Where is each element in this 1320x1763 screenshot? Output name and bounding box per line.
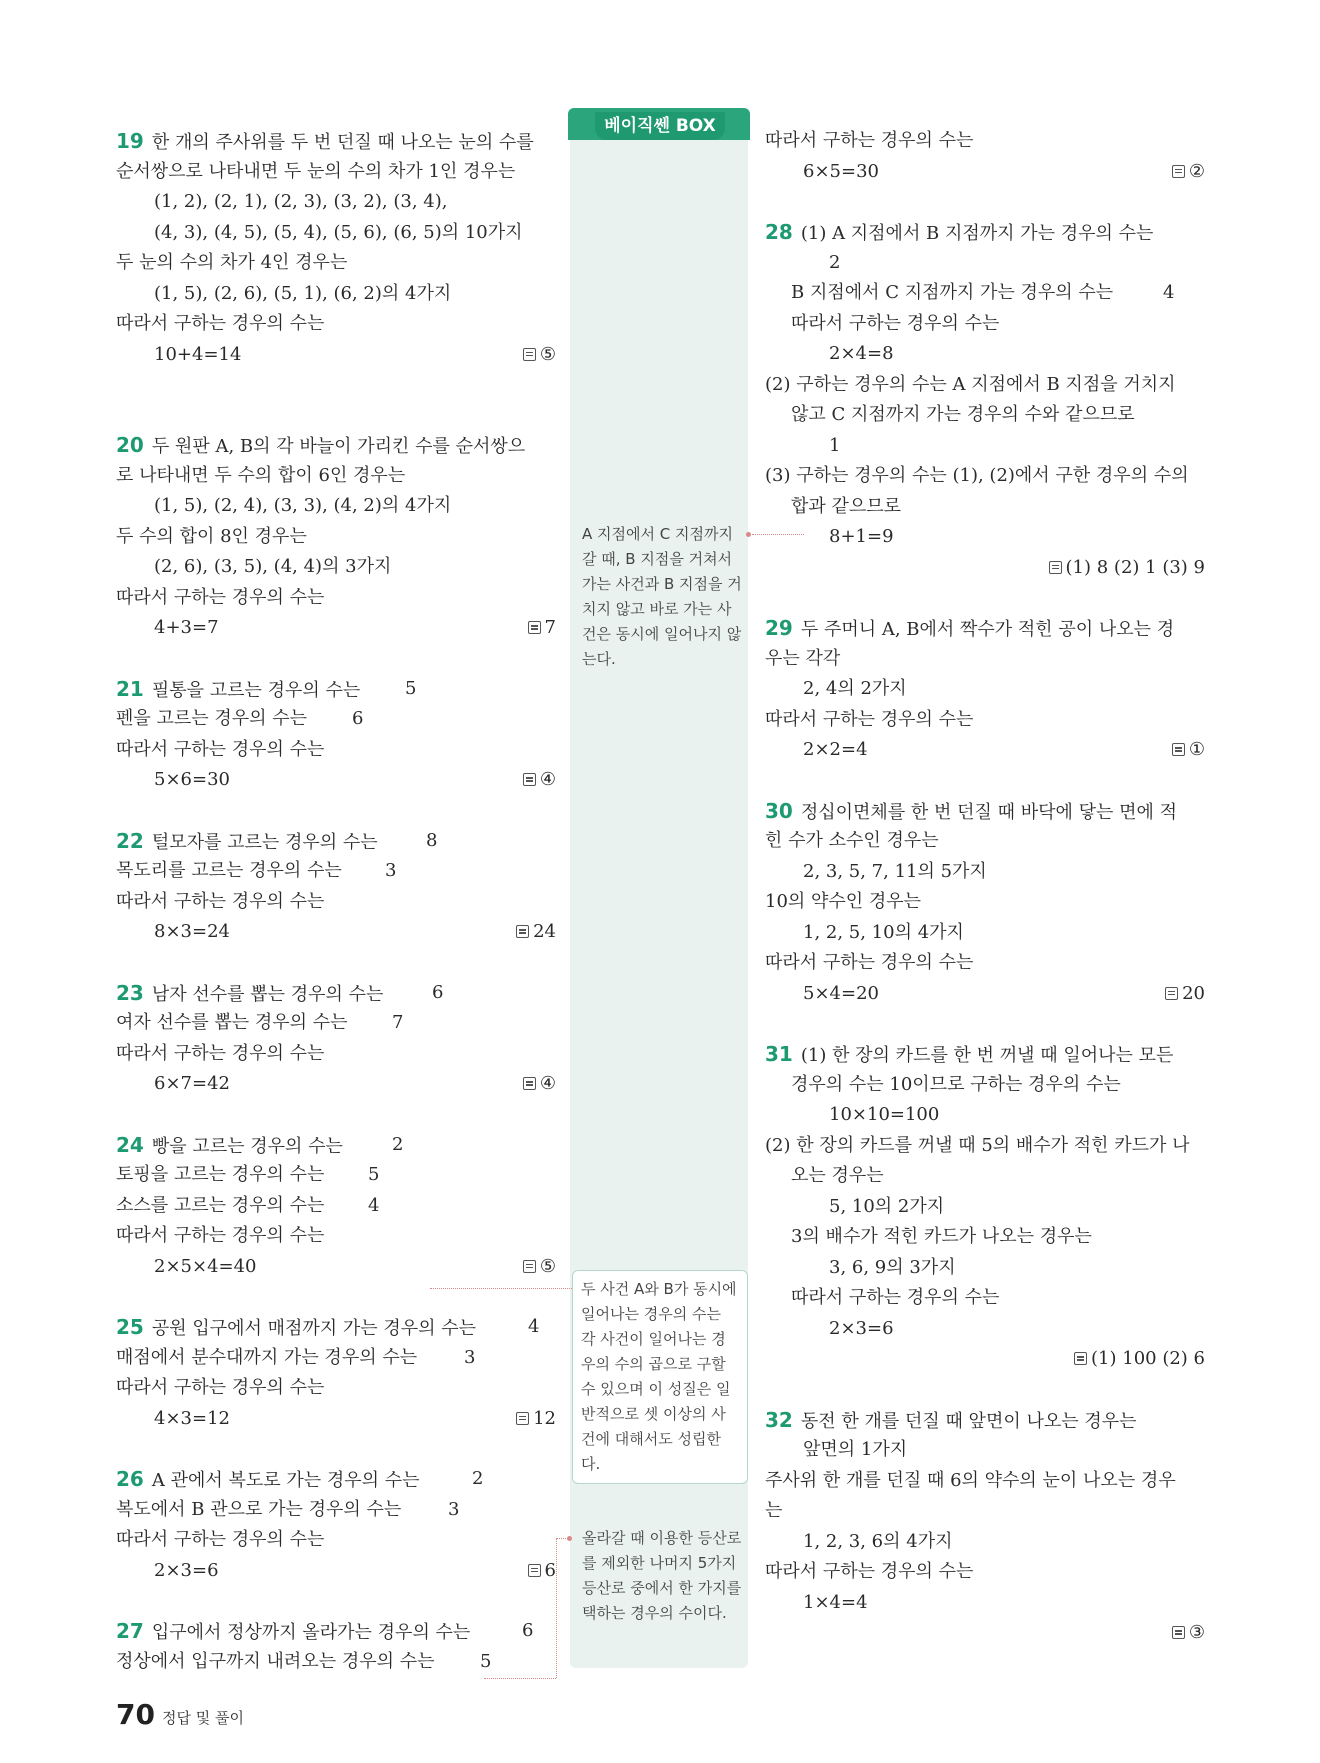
- equation: 8×3=24: [154, 921, 230, 942]
- text-line: 1, 2, 5, 10의 4가지: [803, 921, 964, 943]
- answer-icon: [1172, 743, 1185, 756]
- count-value: 3: [448, 1498, 460, 1520]
- text-line: (1, 2), (2, 1), (2, 3), (3, 2), (3, 4),: [154, 191, 448, 212]
- text-line: 따라서 구하는 경우의 수는: [765, 708, 974, 730]
- text-line: 따라서 구하는 경우의 수는: [791, 1287, 1000, 1308]
- answer-value: 20: [1182, 982, 1205, 1004]
- text-line: (1) 한 장의 카드를 한 번 꺼낼 때 일어나는 모든: [800, 1045, 1174, 1066]
- equation: 2×4=8: [829, 343, 894, 364]
- text-line: 한 개의 주사위를 두 번 던질 때 나오는 눈의 수를: [151, 132, 534, 153]
- answer: [523, 340, 556, 371]
- problem-number: 23: [116, 980, 144, 1005]
- text-line: 따라서 구하는 경우의 수는: [116, 1377, 325, 1398]
- count-value: 5: [368, 1164, 380, 1185]
- problem-23: [116, 978, 556, 1100]
- text-line: 2, 3, 5, 7, 11의 5가지: [803, 860, 987, 882]
- answer-value: (1) 8 (2) 1 (3) 9: [1065, 556, 1205, 578]
- answer-value: ③: [1188, 1622, 1205, 1643]
- text-line: 목도리를 고르는 경우의 수는: [116, 860, 342, 881]
- text-line: 는: [765, 1500, 783, 1521]
- text-line: 따라서 구하는 경우의 수는: [116, 1225, 325, 1246]
- text-line: (3) 구하는 경우의 수는 (1), (2)에서 구한 경우의 수의: [765, 465, 1189, 486]
- leader-line: [556, 1538, 568, 1539]
- count-value: 7: [392, 1012, 404, 1033]
- answer: [1172, 735, 1205, 766]
- text-line: 정십이면체를 한 번 던질 때 바닥에 닿는 면에 적: [800, 801, 1177, 823]
- problem-22: [116, 826, 556, 948]
- text-line: (1, 5), (2, 4), (3, 3), (4, 2)의 4가지: [154, 495, 452, 516]
- text-line: 필통을 고르는 경우의 수는: [151, 679, 361, 701]
- text-line: 따라서 구하는 경우의 수는: [116, 1042, 325, 1064]
- text-line: 않고 C 지점까지 가는 경우의 수와 같으므로: [791, 404, 1135, 425]
- answer: [523, 1252, 556, 1283]
- right-column: [765, 126, 1205, 1649]
- answer-icon: [1049, 561, 1062, 574]
- problem-25: [116, 1312, 556, 1434]
- answer-value: ④: [539, 769, 556, 790]
- count-value: 6: [522, 1620, 534, 1641]
- count-value: 2: [392, 1133, 404, 1155]
- leader-line: [556, 1538, 557, 1678]
- text-line: 빵을 고르는 경우의 수는: [151, 1135, 343, 1157]
- problem-28: [765, 217, 1205, 583]
- answer: [1074, 1344, 1205, 1375]
- problem-number: 27: [116, 1619, 144, 1643]
- text-line: 복도에서 B 관으로 가는 경우의 수는: [116, 1498, 402, 1520]
- count-value: 4: [368, 1194, 380, 1216]
- answer-icon: [528, 1564, 541, 1577]
- text-line: 2: [829, 251, 841, 273]
- problem-number: 24: [116, 1132, 144, 1157]
- problem-number: 20: [116, 433, 144, 457]
- problem-number: 26: [116, 1467, 144, 1491]
- count-value: 4: [1163, 282, 1175, 303]
- text-line: 매점에서 분수대까지 가는 경우의 수는: [116, 1346, 418, 1368]
- answer-icon: [523, 348, 536, 361]
- leader-line: [752, 534, 804, 535]
- answer-icon: [523, 1077, 536, 1090]
- answer-value: (1) 100 (2) 6: [1091, 1348, 1205, 1369]
- text-line: 따라서 구하는 경우의 수는: [116, 1529, 325, 1550]
- count-value: 6: [352, 708, 364, 729]
- answer-icon: [516, 1412, 529, 1425]
- equation: 10×10=100: [829, 1104, 940, 1125]
- answer-icon: [1165, 987, 1178, 1000]
- count-value: 5: [405, 677, 417, 699]
- problem-29: [765, 613, 1205, 766]
- count-value: 3: [385, 860, 397, 881]
- text-line: 펜을 고르는 경우의 수는: [116, 708, 308, 729]
- answer-icon: [1172, 1626, 1185, 1639]
- problem-30: [765, 796, 1205, 1010]
- text-line: 남자 선수를 뽑는 경우의 수는: [151, 983, 384, 1005]
- problem-27: [116, 1616, 556, 1677]
- count-value: 5: [480, 1650, 492, 1672]
- equation: 2×3=6: [829, 1317, 894, 1339]
- box-title: 베이직쎈 BOX: [595, 112, 725, 140]
- text-line: 따라서 구하는 경우의 수는: [765, 130, 974, 151]
- problem-number: 29: [765, 616, 793, 640]
- text-line: 소스를 고르는 경우의 수는: [116, 1194, 325, 1216]
- text-line: 따라서 구하는 경우의 수는: [765, 952, 974, 973]
- text-line: 힌 수가 소수인 경우는: [765, 830, 939, 851]
- text-line: 정상에서 입구까지 내려오는 경우의 수는: [116, 1650, 435, 1672]
- text-line: 두 주머니 A, B에서 짝수가 적힌 공이 나오는 경: [800, 619, 1175, 640]
- answer: [516, 1404, 556, 1435]
- text-line: 1: [829, 434, 841, 456]
- equation: 10+4=14: [154, 343, 242, 365]
- problem-number: 30: [765, 798, 793, 823]
- text-line: 따라서 구하는 경우의 수는: [765, 1561, 974, 1582]
- text-line: (1) A 지점에서 B 지점까지 가는 경우의 수는: [800, 223, 1154, 244]
- leader-line: [484, 1678, 556, 1679]
- text-line: 오는 경우는: [791, 1165, 884, 1186]
- equation: 2×3=6: [154, 1559, 219, 1581]
- text-line: 입구에서 정상까지 올라가는 경우의 수는: [151, 1622, 471, 1643]
- equation: 4+3=7: [154, 617, 219, 638]
- answer: [1172, 157, 1205, 188]
- count-value: 3: [464, 1346, 476, 1368]
- text-line: 토핑을 고르는 경우의 수는: [116, 1164, 325, 1185]
- text-line: 털모자를 고르는 경우의 수는: [151, 831, 378, 853]
- answer-value: ⑤: [539, 1255, 556, 1277]
- sidebar-note-3: 올라갈 때 이용한 등산로를 제외한 나머지 5가지 등산로 중에서 한 가지를 택하는 경우의 수이다.: [582, 1529, 742, 1622]
- text-line: (2) 구하는 경우의 수는 A 지점에서 B 지점을 거치지: [765, 373, 1176, 395]
- answer-icon: [1172, 165, 1185, 178]
- count-value: 6: [432, 981, 444, 1003]
- text-line: 10의 약수인 경우는: [765, 891, 922, 912]
- text-line: (4, 3), (4, 5), (5, 4), (5, 6), (6, 5)의 10가지: [154, 221, 523, 243]
- equation: 8+1=9: [829, 526, 894, 547]
- problem-number: 19: [116, 129, 144, 153]
- equation: 5×6=30: [154, 769, 230, 790]
- answer-icon: [516, 925, 529, 938]
- answer-icon: [528, 621, 541, 634]
- problem-number: 25: [116, 1315, 144, 1339]
- equation: 6×7=42: [154, 1073, 230, 1094]
- text-line: 두 수의 합이 8인 경우는: [116, 525, 307, 547]
- equation: 4×3=12: [154, 1407, 230, 1429]
- text-line: 따라서 구하는 경우의 수는: [116, 738, 325, 760]
- problem-19: [116, 126, 556, 370]
- answer: [1165, 979, 1205, 1010]
- leader-line: [430, 1288, 572, 1289]
- answer: [1049, 553, 1205, 584]
- answer-value: ①: [1188, 739, 1205, 760]
- problem-number: 32: [765, 1407, 793, 1432]
- answer: [1172, 1618, 1205, 1649]
- text-line: 두 원판 A, B의 각 바늘이 가리킨 수를 순서쌍으: [151, 436, 526, 457]
- text-line: 3, 6, 9의 3가지: [829, 1256, 956, 1278]
- sidebar-note-1: A 지점에서 C 지점까지 갈 때, B 지점을 거쳐서 가는 사건과 B 지점을 거치지 않고 바로 가는 사건은 동시에 일어나지 않는다.: [582, 525, 742, 668]
- problem-21: [116, 674, 556, 796]
- count-value: 8: [426, 829, 438, 851]
- equation: 5×4=20: [803, 982, 879, 1004]
- sidebar-note-2: 두 사건 A와 B가 동시에 일어나는 경우의 수는 각 사건이 일어나는 경우의 수의 곱으로 구할 수 있으며 이 성질은 일반적으로 셋 이상의 사건에 대해서도 성립한다.: [572, 1270, 748, 1484]
- text-line: 경우의 수는 10이므로 구하는 경우의 수는: [791, 1073, 1121, 1095]
- text-line: 주사위 한 개를 던질 때 6의 약수의 눈이 나오는 경우: [765, 1469, 1176, 1491]
- answer: [528, 613, 556, 644]
- leader-dot: [746, 532, 751, 537]
- text-line: 3의 배수가 적힌 카드가 나오는 경우는: [791, 1226, 1092, 1247]
- left-column: [116, 126, 556, 1677]
- text-line: 따라서 구하는 경우의 수는: [116, 313, 325, 334]
- problem-31: [765, 1039, 1205, 1375]
- answer: [523, 1069, 556, 1100]
- problem-20: [116, 430, 556, 644]
- problem-number: 21: [116, 676, 144, 701]
- text-line: (2, 6), (3, 5), (4, 4)의 3가지: [154, 556, 392, 577]
- text-line: 합과 같으므로: [791, 495, 902, 517]
- text-line: (2) 한 장의 카드를 꺼낼 때 5의 배수가 적힌 카드가 나: [765, 1134, 1190, 1156]
- answer: [528, 1556, 556, 1587]
- text-line: 1, 2, 3, 6의 4가지: [803, 1530, 953, 1552]
- equation: 6×5=30: [803, 160, 879, 182]
- problem-number: 28: [765, 220, 793, 244]
- problem-24: [116, 1130, 556, 1283]
- answer-value: 24: [533, 921, 556, 942]
- text-line: 따라서 구하는 경우의 수는: [116, 890, 325, 912]
- page-number: 70: [116, 1698, 155, 1731]
- answer-icon: [1074, 1352, 1087, 1365]
- answer-value: 7: [544, 617, 556, 638]
- answer-icon: [523, 773, 536, 786]
- answer-value: ④: [539, 1073, 556, 1094]
- text-line: 따라서 구하는 경우의 수는: [116, 586, 325, 608]
- answer: [516, 917, 556, 948]
- problem-32: [765, 1405, 1205, 1649]
- answer-value: ⑤: [539, 343, 556, 365]
- text-line: 우는 각각: [765, 647, 841, 669]
- count-value: 4: [528, 1316, 540, 1337]
- text-line: (1, 5), (2, 6), (5, 1), (6, 2)의 4가지: [154, 282, 452, 304]
- answer: [523, 765, 556, 796]
- text-line: 5, 10의 2가지: [829, 1195, 945, 1217]
- problem-26: [116, 1464, 556, 1586]
- text-line: B 지점에서 C 지점까지 가는 경우의 수는: [791, 282, 1114, 303]
- text-line: 공원 입구에서 매점까지 가는 경우의 수는: [151, 1318, 477, 1339]
- footer-label: 정답 및 풀이: [162, 1709, 244, 1727]
- problem-number: 22: [116, 828, 144, 853]
- text-line: 2, 4의 2가지: [803, 678, 907, 699]
- problem-27-continued: [765, 126, 1205, 187]
- text-line: 로 나타내면 두 수의 합이 6인 경우는: [116, 464, 406, 486]
- text-line: 순서쌍으로 나타내면 두 눈의 수의 차가 1인 경우는: [116, 160, 516, 182]
- text-line: 두 눈의 수의 차가 4인 경우는: [116, 252, 348, 273]
- answer-value: 6: [544, 1559, 556, 1581]
- answer-value: 12: [533, 1407, 556, 1429]
- answer-value: ②: [1188, 160, 1205, 182]
- text-line: 여자 선수를 뽑는 경우의 수는: [116, 1012, 348, 1033]
- text-line: 앞면의 1가지: [803, 1439, 908, 1460]
- count-value: 2: [472, 1468, 484, 1489]
- problem-number: 31: [765, 1042, 793, 1066]
- equation: 1×4=4: [803, 1591, 868, 1613]
- equation: 2×5×4=40: [154, 1255, 257, 1277]
- answer-icon: [523, 1260, 536, 1273]
- equation: 2×2=4: [803, 739, 868, 760]
- text-line: 동전 한 개를 던질 때 앞면이 나오는 경우는: [800, 1410, 1137, 1432]
- text-line: 따라서 구하는 경우의 수는: [791, 312, 1000, 334]
- text-line: A 관에서 복도로 가는 경우의 수는: [151, 1470, 420, 1491]
